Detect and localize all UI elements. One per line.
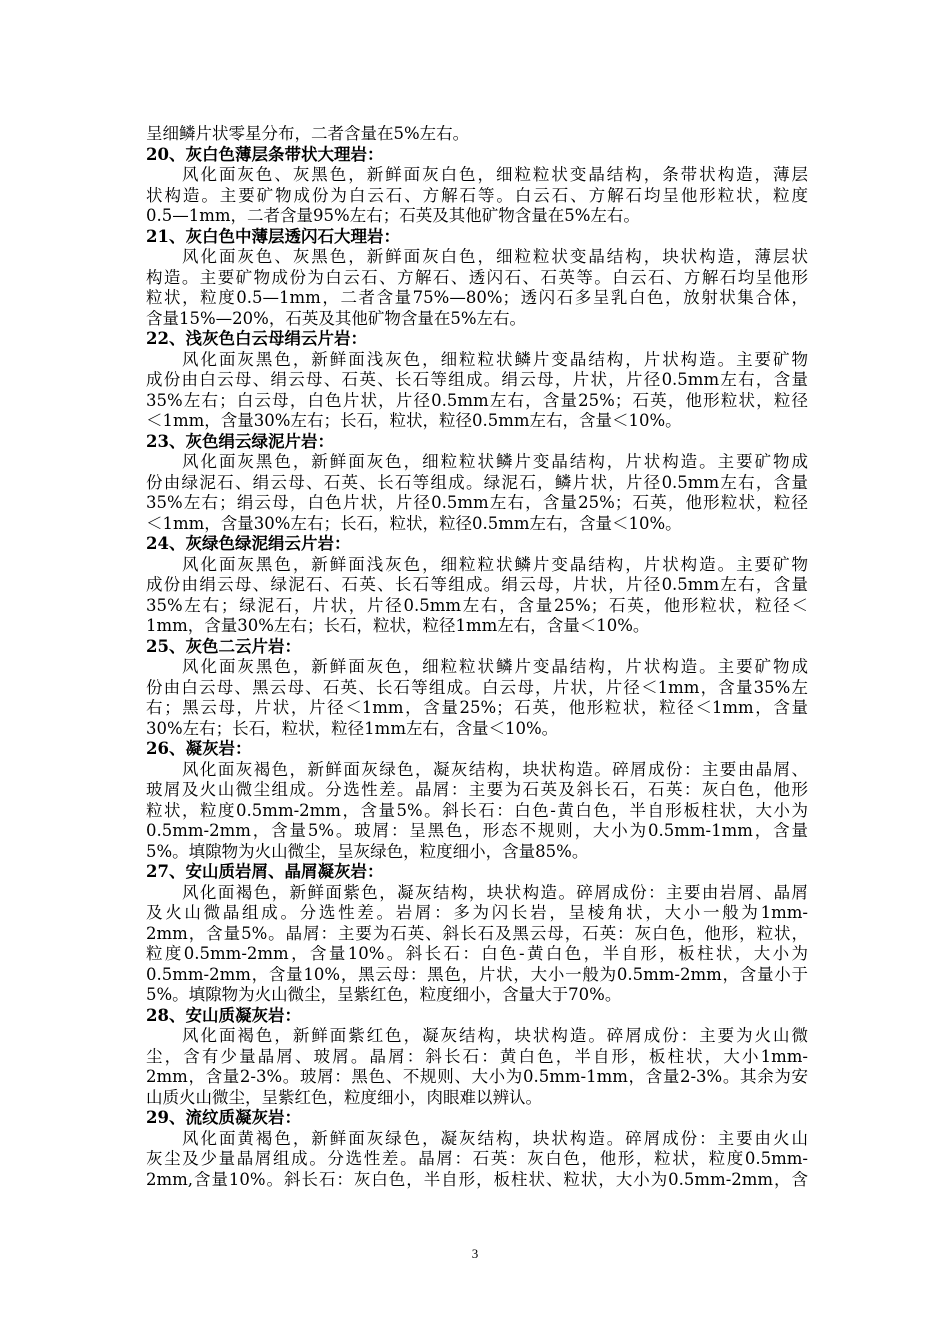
paragraph-line: 35%左右；绿泥石，片状，片径0.5mm左右，含量25%；石英，他形粒状，粒径＜ (146, 595, 808, 615)
paragraph-line: 粒状，粒度0.5mm-2mm，含量5%。斜长石：白色-黄白色，半自形板柱状，大小为 (146, 800, 808, 820)
paragraph-line: 粒度0.5mm-2mm，含量10%。斜长石：白色-黄白色，半自形，板柱状，大小为 (146, 944, 808, 963)
paragraph-line: 风化面灰黑色，新鲜面浅灰色，细粒粒状鳞片变晶结构，片状构造。主要矿物 (182, 554, 808, 574)
paragraph-line: 风化面灰色、灰黑色，新鲜面灰白色，细粒粒状变晶结构，条带状构造，薄层 (182, 165, 808, 184)
paragraph-line: 尘，含有少量晶屑、玻屑。晶屑：斜长石：黄白色，半自形，板柱状，大小1mm- (146, 1046, 808, 1066)
section-heading: 23、灰色绢云绿泥片岩： (146, 431, 334, 451)
paragraph-line: 右；黑云母，片状，片径＜1mm，含量25%；石英，他形粒状，粒径＜1mm，含量 (146, 698, 808, 717)
paragraph-line: 玻屑及火山微尘组成。分选性差。晶屑：主要为石英及斜长石，石英：灰白色，他形 (146, 780, 808, 799)
paragraph-line: 1mm，含量30%左右；长石，粒状，粒径1mm左右，含量＜10%。 (146, 616, 650, 635)
paragraph-line: 0.5—1mm，二者含量95%左右；石英及其他矿物含量在5%左右。 (146, 206, 640, 225)
section-heading: 25、灰色二云片岩： (146, 636, 301, 656)
paragraph-line: 粒状，粒度0.5—1mm，二者含量75%—80%；透闪石多呈乳白色，放射状集合体， (146, 288, 808, 307)
section-heading: 27、安山质岩屑、晶屑凝灰岩： (146, 862, 384, 881)
paragraph-line: 2mm,含量10%。斜长石：灰白色，半自形，板柱状、粒状，大小为0.5mm-2mm，含 (146, 1169, 808, 1189)
paragraph-line: 风化面灰黑色，新鲜面浅灰色，细粒粒状鳞片变晶结构，片状构造。主要矿物 (182, 349, 808, 369)
paragraph-line: 风化面灰褐色，新鲜面灰绿色，凝灰结构，块状构造。碎屑成份：主要由晶屑、 (182, 759, 808, 779)
paragraph-line: 2mm，含量2-3%。玻屑：黑色、不规则、大小为0.5mm-1mm，含量2-3%。其余为安 (146, 1067, 808, 1086)
page-number: 3 (471, 1246, 479, 1261)
paragraph-line: 山质火山微尘，呈紫红色，粒度细小，肉眼难以辨认。 (146, 1087, 542, 1107)
section-heading: 21、灰白色中薄层透闪石大理岩： (146, 226, 400, 246)
paragraph-line: 构造。主要矿物成份为白云石、方解石、透闪石、石英等。白云石、方解石均呈他形 (146, 267, 808, 287)
paragraph-line: 成份由白云母、绢云母、石英、长石等组成。绢云母，片状，片径0.5mm左右，含量 (146, 370, 808, 389)
document-body (146, 124, 808, 1190)
paragraph-line: 呈细鳞片状零星分布，二者含量在5%左右。 (146, 124, 470, 143)
paragraph-line: 含量15%—20%，石英及其他矿物含量在5%左右。 (146, 308, 527, 328)
paragraph-line: 风化面灰色、灰黑色，新鲜面灰白色，细粒粒状变晶结构，块状构造，薄层状 (182, 247, 808, 266)
paragraph-line: 5%。填隙物为火山微尘，呈灰绿色，粒度细小，含量85%。 (146, 841, 589, 861)
paragraph-line: 成份由绢云母、绿泥石、石英、长石等组成。绢云母，片状，片径0.5mm左右，含量 (146, 575, 808, 594)
paragraph-line: ＜1mm，含量30%左右；长石，粒状，粒径0.5mm左右，含量＜10%。 (146, 513, 682, 533)
section-heading: 22、浅灰色白云母绢云片岩： (146, 329, 367, 348)
paragraph-line: 0.5mm-2mm，含量10%，黑云母：黑色，片状，大小一般为0.5mm-2mm，含量小于 (146, 964, 808, 984)
section-heading: 26、凝灰岩： (146, 739, 252, 758)
paragraph-line: 份由绿泥石、绢云母、石英、长石等组成。绿泥石，鳞片状，片径0.5mm左右，含量 (146, 472, 808, 492)
paragraph-line: 5%。填隙物为火山微尘，呈紫红色，粒度细小，含量大于70%。 (146, 985, 622, 1004)
paragraph-line: 及火山微晶组成。分选性差。岩屑：多为闪长岩，呈棱角状，大小一般为1mm- (146, 903, 808, 922)
paragraph-line: 状构造。主要矿物成份为白云石、方解石等。白云石、方解石均呈他形粒状，粒度 (146, 185, 808, 205)
paragraph-line: 风化面黄褐色，新鲜面灰绿色，凝灰结构，块状构造。碎屑成份：主要由火山 (182, 1128, 808, 1148)
paragraph-line: 35%左右；白云母，白色片状，片径0.5mm左右，含量25%；石英，他形粒状，粒径 (146, 390, 808, 410)
paragraph-line: 风化面褐色，新鲜面紫红色，凝灰结构，块状构造。碎屑成份：主要为火山微 (182, 1026, 808, 1045)
paragraph-line: 风化面灰黑色，新鲜面灰色，细粒粒状鳞片变晶结构，片状构造。主要矿物成 (182, 452, 808, 471)
section-heading: 24、灰绿色绿泥绢云片岩： (146, 534, 351, 553)
paragraph-line: 灰尘及少量晶屑组成。分选性差。晶屑：石英：灰白色，他形，粒状，粒度0.5mm- (146, 1149, 808, 1168)
section-heading: 28、安山质凝灰岩： (146, 1005, 301, 1025)
paragraph-line: 风化面灰黑色，新鲜面灰色，细粒粒状鳞片变晶结构，片状构造。主要矿物成 (182, 657, 808, 676)
paragraph-line: 份由白云母、黑云母、石英、长石等组成。白云母，片状，片径＜1mm，含量35%左 (146, 677, 808, 697)
paragraph-line: 35%左右；绢云母，白色片状，片径0.5mm左右，含量25%；石英，他形粒状，粒径 (146, 493, 808, 512)
section-heading: 29、流纹质凝灰岩： (146, 1108, 301, 1127)
paragraph-line: 2mm，含量5%。晶屑：主要为石英、斜长石及黑云母，石英：灰白色，他形，粒状， (146, 923, 808, 943)
paragraph-line: 风化面褐色，新鲜面紫色，凝灰结构，块状构造。碎屑成份：主要由岩屑、晶屑 (182, 882, 808, 902)
paragraph-line: 0.5mm-2mm，含量5%。玻屑：呈黑色，形态不规则，大小为0.5mm-1mm，含量 (146, 821, 808, 840)
section-heading: 20、灰白色薄层条带状大理岩： (146, 144, 384, 164)
paragraph-line: 30%左右；长石，粒状，粒径1mm左右，含量＜10%。 (146, 718, 559, 738)
paragraph-line: ＜1mm，含量30%左右；长石，粒状，粒径0.5mm左右，含量＜10%。 (146, 411, 682, 430)
